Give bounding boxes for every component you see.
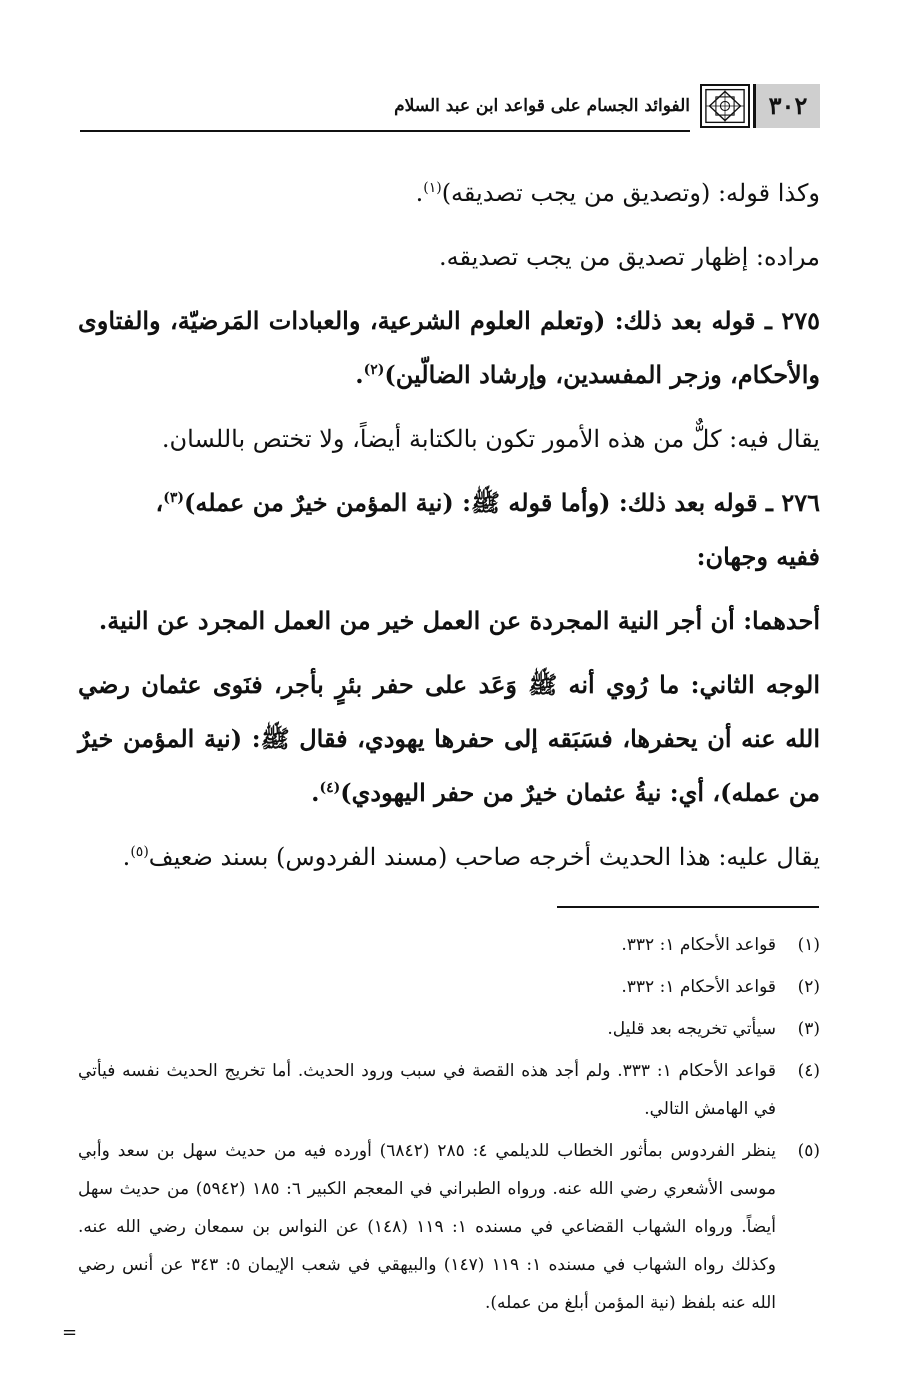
- footnote-2: [78, 968, 820, 1006]
- footnote-ref-3[interactable]: (٣): [163, 490, 185, 506]
- paragraph-second-view: الوجه الثاني: ما رُوي أنه ﷺ وَعَد على حفر بئرٍ بأجر، فنَوى عثمان رضي الله عنه أن يحفرها، فسَبَقه إلى حفرها يهودي، فقال ﷺ: (نية المؤمن خيرٌ من عمله)، أي: نيةُ عثمان خيرٌ من حفر اليهودي)$^{(٤)}$.: [78, 670, 820, 807]
- page-header: [80, 84, 820, 132]
- paragraph-276: ٢٧٦ ـ قوله بعد ذلك: (وأما قوله ﷺ: (نية المؤمن خيرٌ من عمله)$^{(٣)}$، ففيه وجهان:: [155, 488, 820, 571]
- footnotes: [78, 926, 820, 1326]
- main-text: [78, 166, 820, 894]
- footnote-number: (١): [797, 935, 820, 955]
- footnote-ref-1[interactable]: (١): [423, 180, 442, 196]
- footnote-3: [78, 1010, 820, 1048]
- paragraph-first-view: أحدهما: أن أجر النية المجردة عن العمل خير من العمل المجرد عن النية.: [98, 606, 820, 635]
- footnote-5: [78, 1132, 820, 1322]
- footnote-ref-5[interactable]: (٥): [130, 844, 149, 860]
- footnote-ref-2[interactable]: (٢): [363, 362, 385, 378]
- running-title: الفوائد الجسام على قواعد ابن عبد السلام: [394, 96, 690, 116]
- footnote-text: قواعد الأحكام ١: ٣٣٢.: [621, 977, 776, 997]
- footnote-ref-4[interactable]: (٤): [319, 780, 341, 796]
- paragraph-275: ٢٧٥ ـ قوله بعد ذلك: (وتعلم العلوم الشرعية، والعبادات المَرضيّة، والفتاوى والأحكام، وزجر المفسدين، وإرشاد الضالّين)$^{(٢)}$.: [78, 306, 820, 389]
- footnote-1: [78, 926, 820, 964]
- paragraph-1: وكذا قوله: (وتصديق من يجب تصديقه)$^{(١)}$.: [415, 179, 820, 207]
- page-number: ٣٠٢: [753, 84, 820, 128]
- footnote-4: [78, 1052, 820, 1128]
- paragraph-2: مراده: إظهار تصديق من يجب تصديقه.: [438, 243, 820, 271]
- paragraph-4: يقال فيه: كلٌّ من هذه الأمور تكون بالكتابة أيضاً، ولا تختص باللسان.: [161, 425, 820, 453]
- footnote-text: ينظر الفردوس بمأثور الخطاب للديلمي ٤: ٢٨٥ (٦٨٤٢) أورده فيه من حديث سهل بن سعد وأبي موسى الأشعري رضي الله عنه. ورواه الطبراني في المعجم الكبير ٦: ١٨٥ (٥٩٤٢) من حديث سهل أيضاً. ورواه الشهاب القضاعي في مسنده ١: ١١٩ (١٤٨) عن النواس بن سمعان رضي الله عنه. وكذلك رواه الشهاب في مسنده ١: ١١٩ (١٤٧) والبيهقي في شعب الإيمان ٥: ٣٤٣ عن أنس رضي الله عنه بلفظ (نية المؤمن أبلغ من عمله).: [78, 1141, 776, 1313]
- footnote-number: (٣): [797, 1019, 820, 1039]
- continuation-mark: =: [62, 1322, 78, 1343]
- footnote-text: سيأتي تخريجه بعد قليل.: [607, 1019, 776, 1039]
- footnote-number: (٢): [797, 977, 820, 997]
- paragraph-comment: يقال عليه: هذا الحديث أخرجه صاحب (مسند الفردوس) بسند ضعيف$^{(٥)}$.: [122, 843, 820, 871]
- footnote-number: (٥): [797, 1141, 820, 1161]
- footnote-number: (٤): [797, 1061, 820, 1081]
- footnote-text: قواعد الأحكام ١: ٣٣٣. ولم أجد هذه القصة في سبب ورود الحديث. أما تخريج الحديث نفسه فيأتي في الهامش التالي.: [78, 1061, 777, 1119]
- footnote-separator: [557, 906, 819, 908]
- header-rule: [80, 130, 690, 132]
- footnote-text: قواعد الأحكام ١: ٣٣٢.: [621, 935, 776, 955]
- geometric-ornament-icon: [700, 84, 750, 128]
